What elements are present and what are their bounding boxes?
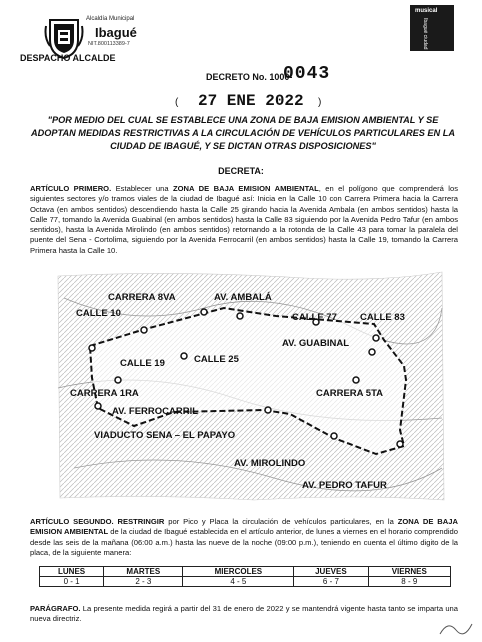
label-carrera-5ta: CARRERA 5TA — [316, 388, 384, 399]
table-header-cell: MIERCOLES — [183, 567, 294, 577]
date-paren-open: ( — [175, 97, 179, 108]
paragrafo-heading: PARÁGRAFO. — [30, 604, 81, 613]
paragrafo — [30, 604, 458, 625]
map-marker — [397, 441, 403, 447]
date-paren-close: ) — [318, 97, 322, 108]
article-one-emph: ZONA DE BAJA EMISION AMBIENTAL — [173, 184, 319, 193]
org-nit: NIT.800113389-7 — [88, 41, 130, 47]
decree-number: 0043 — [283, 64, 331, 84]
label-carrera-1ra: CARRERA 1RA — [70, 388, 139, 399]
map-marker — [115, 377, 121, 383]
brand-sub: Ibagué ciudad — [422, 18, 428, 50]
label-viaducto: VIADUCTO SENA – EL PAPAYO — [94, 430, 236, 441]
map-marker — [353, 377, 359, 383]
brand-logo — [410, 5, 454, 51]
label-av-ambala: AV. AMBALÁ — [214, 292, 272, 303]
article-two — [30, 517, 458, 558]
map-marker — [265, 407, 271, 413]
decreta-heading: DECRETA: — [218, 166, 264, 176]
org-small-label: Alcaldía Municipal — [86, 16, 135, 22]
table-cell: 2 - 3 — [104, 577, 183, 587]
map-marker — [373, 335, 379, 341]
pico-placa-table — [39, 566, 451, 587]
map-marker — [331, 433, 337, 439]
article-two-text-b: de la ciudad de Ibagué establecida en el artículo anterior, de lunes a viernes en el horario comprendido desde las seis de la mañana (06:00 a.m.) hasta las nueve de la noche (09:00 p.m.), teniendo en cuenta el último digito de la placa, de la siguiente manera: — [30, 527, 458, 557]
table-header-cell: LUNES — [40, 567, 104, 577]
map-marker — [95, 403, 101, 409]
office-name: DESPACHO ALCALDE — [20, 53, 116, 63]
map-marker — [181, 353, 187, 359]
decree-label: DECRETO No. 1000- — [206, 72, 293, 82]
table-cell: 6 - 7 — [294, 577, 368, 587]
table-cell: 0 - 1 — [40, 577, 104, 587]
decree-title: "POR MEDIO DEL CUAL SE ESTABLECE UNA ZONA DE BAJA EMISION AMBIENTAL Y SE ADOPTAN MEDIDAS RESTRICTIVAS A LA CIRCULACIÓN DE VEHÍCULOS PARTICULARES EN LA CIUDAD DE IBAGUÉ, Y SE DICTAN OTRAS DISPOSICIONES" — [31, 115, 455, 151]
table-header-cell: MARTES — [104, 567, 183, 577]
brand-text: musical — [415, 8, 438, 14]
article-two-heading: ARTÍCULO SEGUNDO. — [30, 517, 114, 526]
table-header-row — [40, 567, 451, 577]
map-marker — [201, 309, 207, 315]
label-calle-83: CALLE 83 — [360, 312, 405, 323]
label-av-ferrocarril: AV. FERROCARRIL — [112, 406, 199, 417]
org-name: Ibagué — [95, 25, 137, 40]
label-carrera-8va: CARRERA 8VA — [108, 292, 176, 303]
label-av-pedro-tafur: AV. PEDRO TAFUR — [302, 480, 387, 491]
map-marker — [89, 345, 95, 351]
label-calle-77: CALLE 77 — [292, 312, 337, 323]
article-one-text-b: , en el polígono que comprenderá los siguientes sectores y/o tramos viales de la ciudad de Ibagué así: Inicia en la Calle 10 con Carrera Primera hacia la Carrera Octava (en ambos sentidos) descendiendo hasta la Calle 25 girando hacia la Avenida Ambala (en ambos sentidos) hasta la Calle 77, tomando la Avenida Guabinal (en ambos sentidos) hasta la Calle 83 siguiendo por la Avenida Pedro Tafur (en ambos sentidos), hasta la Avenida Mirolindo (en ambos sentidos) retornando a la rotonda de la Calle 43 para tomar la paralela del puente del Sena - Cortolima, siguiendo por la Avenida Ferrocarril (en ambos sentidos) hasta la Calle 19, tomando la Carrera Primera hasta la Calle 10. — [30, 184, 458, 255]
article-one — [30, 184, 458, 256]
table-header-cell: JUEVES — [294, 567, 368, 577]
label-av-mirolindo: AV. MIROLINDO — [234, 458, 306, 469]
map-marker — [141, 327, 147, 333]
table-cell: 8 - 9 — [368, 577, 450, 587]
article-one-text-a: Establecer una — [111, 184, 173, 193]
table-cell: 4 - 5 — [183, 577, 294, 587]
paragrafo-text: La presente medida regirá a partir del 31 de enero de 2022 y se mantendrá vigente hasta tanto se imparta una nueva directriz. — [30, 604, 458, 624]
map-marker — [237, 313, 243, 319]
signature-mark — [438, 618, 474, 638]
article-two-text-a: por Pico y Placa la circulación de vehículos particulares, en la — [164, 517, 398, 526]
article-one-heading: ARTÍCULO PRIMERO. — [30, 184, 112, 193]
zone-map — [54, 268, 446, 504]
label-calle-19: CALLE 19 — [120, 358, 165, 369]
decree-date: 27 ENE 2022 — [198, 92, 304, 110]
label-calle-10: CALLE 10 — [76, 308, 121, 319]
article-two-emph2: ZONA DE BAJA EMISION AMBIENTAL — [30, 517, 458, 537]
label-av-guabinal: AV. GUABINAL — [282, 338, 350, 349]
map-marker — [369, 349, 375, 355]
label-calle-25: CALLE 25 — [194, 354, 239, 365]
table-header-cell: VIERNES — [368, 567, 450, 577]
table-row — [40, 577, 451, 587]
article-two-emph1: RESTRINGIR — [113, 517, 165, 526]
